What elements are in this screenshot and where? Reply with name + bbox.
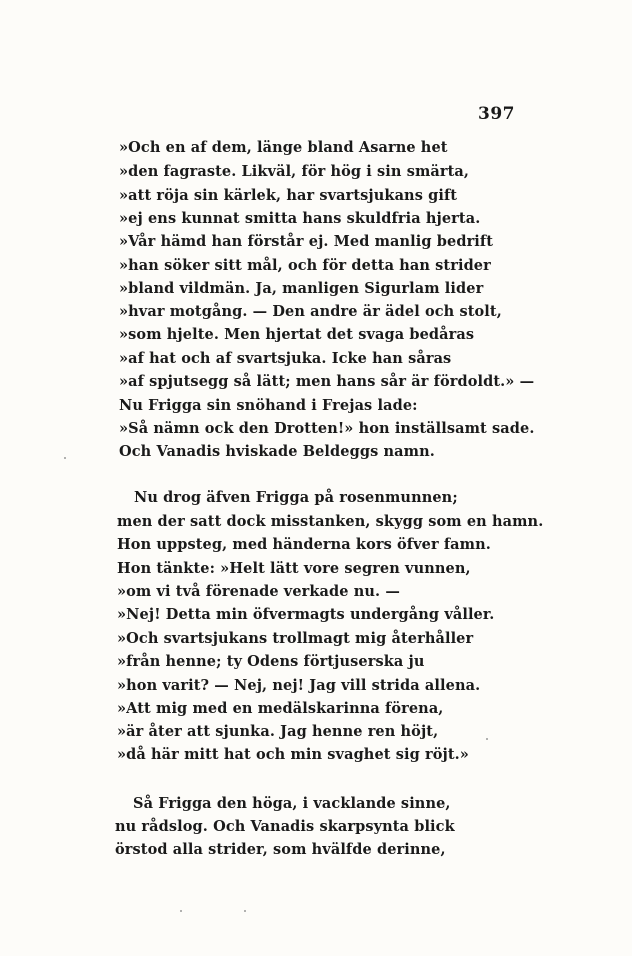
verse-line: »den fagraste. Likväl, för hög i sin smärta, [119,163,470,180]
verse-line: »från henne; ty Odens förtjuserska ju [117,653,425,670]
verse-line: »Så nämn ock den Drotten!» hon inställsamt sade. [119,420,535,437]
verse-line: »af hat och af svartsjuka. Icke han såras [119,350,452,367]
verse-line: Och Vanadis hviskade Beldeggs namn. [119,443,435,460]
verse-line: »bland vildmän. Ja, manligen Sigurlam lider [119,280,484,297]
verse-line: örstod alla strider, som hvälfde derinne, [115,841,446,858]
verse-line: »som hjelte. Men hjertat det svaga bedåras [119,326,475,343]
verse-line: Nu drog äfven Frigga på rosenmunnen; [134,489,458,506]
verse-line: Hon uppsteg, med händerna kors öfver famn. [117,536,491,553]
verse-line: »då här mitt hat och min svaghet sig röjt.» [117,746,469,763]
verse-line: »hon varit? — Nej, nej! Jag vill strida allena. [117,677,481,694]
verse-line: nu rådslog. Och Vanadis skarpsynta blick [115,818,455,835]
verse-line: »att röja sin kärlek, har svartsjukans gift [119,187,458,204]
page-number: 397 [478,104,515,124]
verse-line: »hvar motgång. — Den andre är ädel och stolt, [119,303,502,320]
paper-speck [244,910,246,912]
verse-line: »är åter att sjunka. Jag henne ren höjt, [117,723,439,740]
verse-line: Så Frigga den höga, i vacklande sinne, [133,795,451,812]
verse-line: men der satt dock misstanken, skygg som en hamn. [117,513,544,530]
verse-line: »han söker sitt mål, och för detta han strider [119,257,491,274]
verse-line: »Nej! Detta min öfvermagts undergång våller. [117,606,495,623]
verse-line: »ej ens kunnat smitta hans skuldfria hjerta. [119,210,481,227]
verse-line: Hon tänkte: »Helt lätt vore segren vunnen, [117,560,471,577]
verse-line: Nu Frigga sin snöhand i Frejas lade: [119,397,418,414]
verse-line: »Vår hämd han förstår ej. Med manlig bedrift [119,233,494,250]
paper-speck [486,738,488,740]
paper-speck [180,910,182,912]
verse-line: »Att mig med en medälskarinna förena, [117,700,444,717]
verse-line: »Och en af dem, länge bland Asarne het [119,139,448,156]
verse-line: »Och svartsjukans trollmagt mig återhåller [117,630,474,647]
verse-line: »om vi två förenade verkade nu. — [117,583,400,600]
paper-speck [64,457,66,459]
verse-line: »af spjutsegg så lätt; men hans sår är fördoldt.» — [119,373,535,390]
